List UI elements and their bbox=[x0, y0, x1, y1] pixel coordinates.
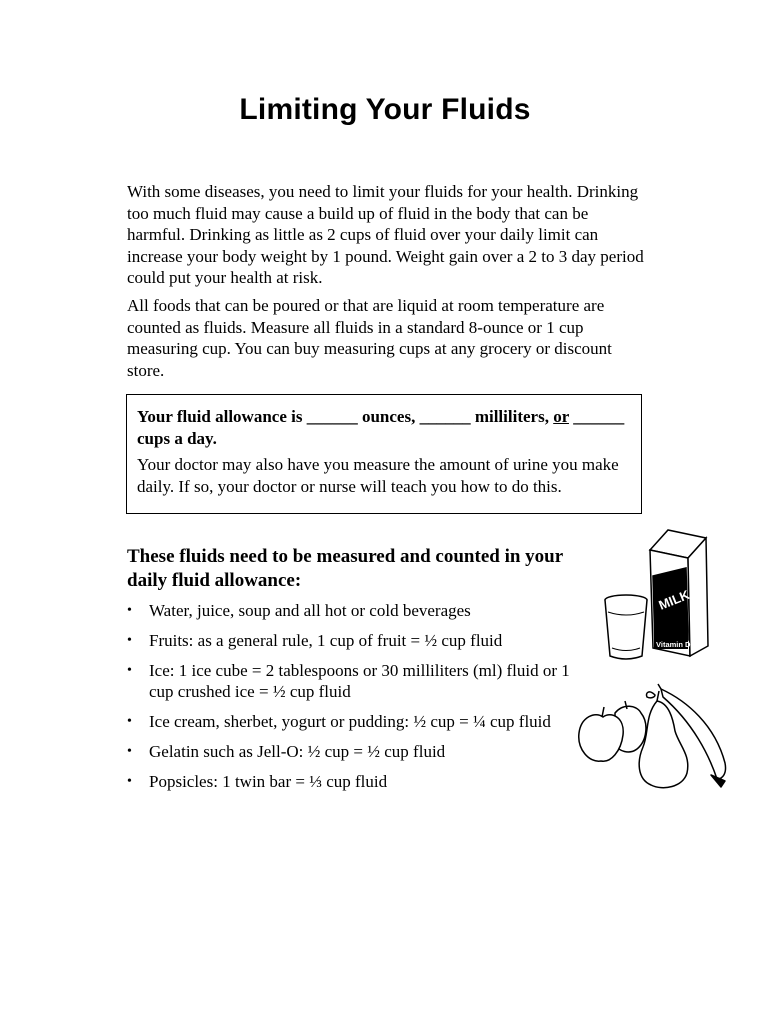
list-item: • Gelatin such as Jell-O: ½ cup = ½ cup fluid bbox=[127, 741, 597, 762]
allowance-text-end: ______ cups a day. bbox=[137, 407, 625, 448]
list-item: • Water, juice, soup and all hot or cold beverages bbox=[127, 600, 597, 621]
fluid-allowance-line bbox=[137, 406, 631, 449]
vitamin-d-label: Vitamin D bbox=[656, 640, 691, 649]
fluids-list bbox=[127, 600, 597, 801]
section-heading: These fluids need to be measured and counted in your daily fluid allowance: bbox=[127, 546, 563, 591]
intro-paragraph: With some diseases, you need to limit your fluids for your health. Drinking too much fluid may cause a build up of fluid in the body that can be harmful. Drinking as little as 2 cups of fluid over your daily limit can increase your body weight by 1 pound. Weight gain over a 2 to 3 day period could put your health at risk. bbox=[127, 182, 644, 287]
apple-icon bbox=[579, 715, 623, 762]
urine-measure-note: Your doctor may also have you measure the amount of urine you make daily. If so, your doctor or nurse will teach you how to do this. bbox=[137, 455, 619, 496]
list-item: • Popsicles: 1 twin bar = ⅓ cup fluid bbox=[127, 771, 597, 792]
measuring-paragraph: All foods that can be poured or that are liquid at room temperature are counted as fluids. Measure all fluids in a standard 8-ounce or 1 cup measuring cup. You can buy measuring cups at any grocery or discount store. bbox=[127, 296, 612, 380]
allowance-text-start: Your fluid allowance is ______ ounces, ______ milliliters, bbox=[137, 407, 554, 426]
list-item: • Ice: 1 ice cube = 2 tablespoons or 30 milliliters (ml) fluid or 1 cup crushed ice = ½ cup fluid bbox=[127, 660, 597, 702]
page-title: Limiting Your Fluids bbox=[239, 93, 531, 126]
milk-carton-icon bbox=[650, 530, 708, 656]
fluid-allowance-box bbox=[126, 394, 642, 514]
milk-glass-illustration bbox=[598, 528, 713, 663]
glass-icon bbox=[605, 595, 647, 659]
fruit-illustration bbox=[575, 683, 735, 793]
list-item: • Ice cream, sherbet, yogurt or pudding: ½ cup = ¼ cup fluid bbox=[127, 711, 597, 732]
allowance-or-word: or bbox=[553, 407, 569, 426]
milk-label: MILK bbox=[656, 586, 692, 613]
list-item: • Fruits: as a general rule, 1 cup of fruit = ½ cup fluid bbox=[127, 630, 597, 651]
